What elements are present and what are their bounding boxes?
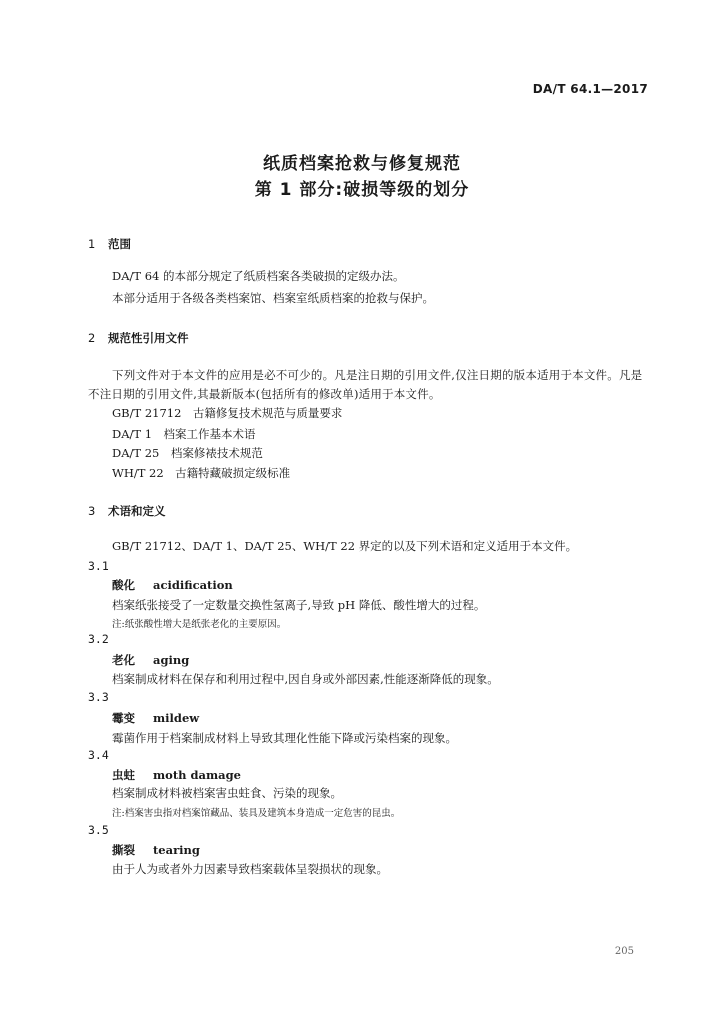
- section-1-number: 1: [88, 237, 96, 251]
- section-3-number: 3: [88, 504, 96, 518]
- section-1-heading: [88, 236, 131, 252]
- clause-number: 3.4: [88, 748, 109, 762]
- clause-number: 3.3: [88, 690, 109, 704]
- term-note: 注:档案害虫指对档案馆藏品、装具及建筑本身造成一定危害的昆虫。: [112, 808, 401, 819]
- section-3-title: 术语和定义: [108, 504, 166, 518]
- term-chinese: 酸化: [112, 578, 135, 592]
- term-english: mildew: [153, 711, 200, 725]
- term-heading: [112, 710, 199, 726]
- section-1-paragraph-2: 本部分适用于各级各类档案馆、档案室纸质档案的抢救与保护。: [112, 291, 434, 305]
- term-definition: 档案制成材料被档案害虫蛀食、污染的现象。: [112, 786, 342, 800]
- section-2-number: 2: [88, 331, 96, 345]
- term-english: moth damage: [153, 768, 241, 782]
- term-definition: 档案制成材料在保存和利用过程中,因自身或外部因素,性能逐渐降低的现象。: [112, 672, 499, 686]
- term-chinese: 虫蛀: [112, 768, 135, 782]
- term-english: tearing: [153, 843, 200, 857]
- term-heading: [112, 652, 189, 668]
- reference-item: WH/T 22 古籍特藏破损定级标准: [112, 466, 291, 480]
- reference-item: DA/T 1 档案工作基本术语: [112, 427, 256, 441]
- document-subtitle: 第 1 部分:破损等级的划分: [254, 180, 470, 200]
- section-1-paragraph-1: DA/T 64 的本部分规定了纸质档案各类破损的定级办法。: [112, 269, 405, 283]
- term-chinese: 霉变: [112, 711, 135, 725]
- term-definition: 霉菌作用于档案制成材料上导致其理化性能下降或污染档案的现象。: [112, 731, 457, 745]
- reference-item: GB/T 21712 古籍修复技术规范与质量要求: [112, 406, 343, 420]
- section-2-intro: 下列文件对于本文件的应用是必不可少的。凡是注日期的引用文件,仅注日期的版本适用于本文件。凡是不注日期的引用文件,其最新版本(包括所有的修改单)适用于本文件。: [88, 368, 643, 401]
- document-number: DA/T 64.1—2017: [532, 82, 648, 96]
- clause-number: 3.1: [88, 559, 109, 573]
- term-english: acidification: [153, 578, 233, 592]
- section-2-heading: [88, 330, 189, 346]
- term-definition: 档案纸张接受了一定数量交换性氢离子,导致 pH 降低、酸性增大的过程。: [112, 598, 486, 612]
- page-number: 205: [614, 946, 634, 957]
- term-heading: [112, 767, 241, 783]
- reference-item: DA/T 25 档案修裱技术规范: [112, 446, 263, 460]
- term-heading: [112, 842, 200, 858]
- term-heading: [112, 577, 233, 593]
- section-1-title: 范围: [108, 237, 131, 251]
- section-3-intro: GB/T 21712、DA/T 1、DA/T 25、WH/T 22 界定的以及下列术语和定义适用于本文件。: [112, 539, 578, 553]
- term-chinese: 老化: [112, 653, 135, 667]
- clause-number: 3.2: [88, 632, 109, 646]
- term-chinese: 撕裂: [112, 843, 135, 857]
- term-note: 注:纸张酸性增大是纸张老化的主要原因。: [112, 619, 287, 630]
- term-definition: 由于人为或者外力因素导致档案载体呈裂损状的现象。: [112, 862, 388, 876]
- section-3-heading: [88, 503, 166, 519]
- document-title: 纸质档案抢救与修复规范: [263, 154, 461, 174]
- term-english: aging: [153, 653, 190, 667]
- section-2-title: 规范性引用文件: [108, 331, 189, 345]
- clause-number: 3.5: [88, 823, 109, 837]
